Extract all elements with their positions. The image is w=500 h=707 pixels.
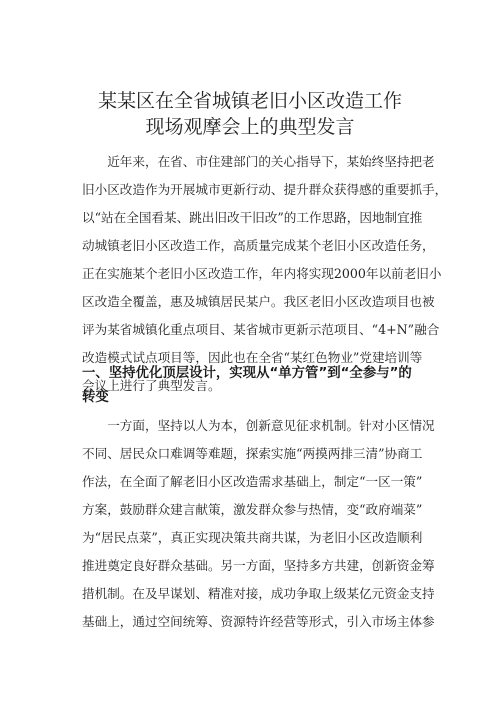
section-1-paragraph-line: 方案，鼓励群众建言献策，激发群众参与热情，变“政府端菜” bbox=[82, 502, 423, 517]
section-1-paragraph-line: 作法，在全面了解老旧小区改造需求基础上，制定“一区一策” bbox=[82, 474, 423, 489]
section-1-paragraph-line: 一方面，坚持以人为本，创新意见征求机制。针对小区情况 bbox=[107, 418, 435, 433]
section-1-paragraph-line: 基础上，通过空间统筹、资源特许经营等形式，引入市场主体参 bbox=[82, 614, 435, 629]
document-title-line-2: 现场观摩会上的典型发言 bbox=[145, 116, 355, 138]
section-heading-line: 一、坚持优化顶层设计，实现从“单方管”到“全参与”的 bbox=[82, 366, 412, 381]
section-1-paragraph-line: 不同、居民众口难调等难题，探索实施“两摸两排三清”协商工 bbox=[82, 446, 423, 461]
intro-paragraph-line: 动城镇老旧小区改造工作，高质量完成某个老旧小区改造任务， bbox=[82, 238, 435, 253]
section-1-paragraph-line: 为“居民点菜”，真正实现决策共商共谋，为老旧小区改造顺利 bbox=[82, 530, 423, 545]
intro-paragraph-line: 旧小区改造作为开展城市更新行动、提升群众获得感的重要抓手， bbox=[82, 182, 448, 197]
document-title-line-1: 某某区在全省城镇老旧小区改造工作 bbox=[97, 90, 402, 112]
section-1-paragraph-line: 推进奠定良好群众基础。另一方面，坚持多方共建，创新资金筹 bbox=[82, 558, 435, 573]
section-1-paragraph bbox=[82, 412, 442, 636]
section-heading-1 bbox=[82, 362, 442, 410]
intro-paragraph-line: 改造模式试点项目等，因此也在全省“某红色物业”党建培训等 bbox=[82, 350, 423, 365]
intro-paragraph-line: 近年来，在省、市住建部门的关心指导下，某始终坚持把老 bbox=[107, 154, 435, 169]
intro-paragraph-line: 会议上进行了典型发言。 bbox=[82, 378, 221, 393]
intro-paragraph-line: 正在实施某个老旧小区改造工作，年内将实现2000年以前老旧小 bbox=[82, 266, 442, 281]
section-heading-line: 转变 bbox=[82, 390, 109, 405]
intro-paragraph-line: 评为某省城镇化重点项目、某省城市更新示范项目、“4+N”融合 bbox=[82, 322, 440, 337]
intro-paragraph-line: 区改造全覆盖，惠及城镇居民某户。我区老旧小区改造项目也被 bbox=[82, 294, 435, 309]
intro-paragraph-line: 以“站在全国看某、跳出旧改干旧改”的工作思路，因地制宜推 bbox=[82, 210, 423, 225]
section-1-paragraph-line: 措机制。在及早谋划、精准对接，成功争取上级某亿元资金支持 bbox=[82, 586, 435, 601]
